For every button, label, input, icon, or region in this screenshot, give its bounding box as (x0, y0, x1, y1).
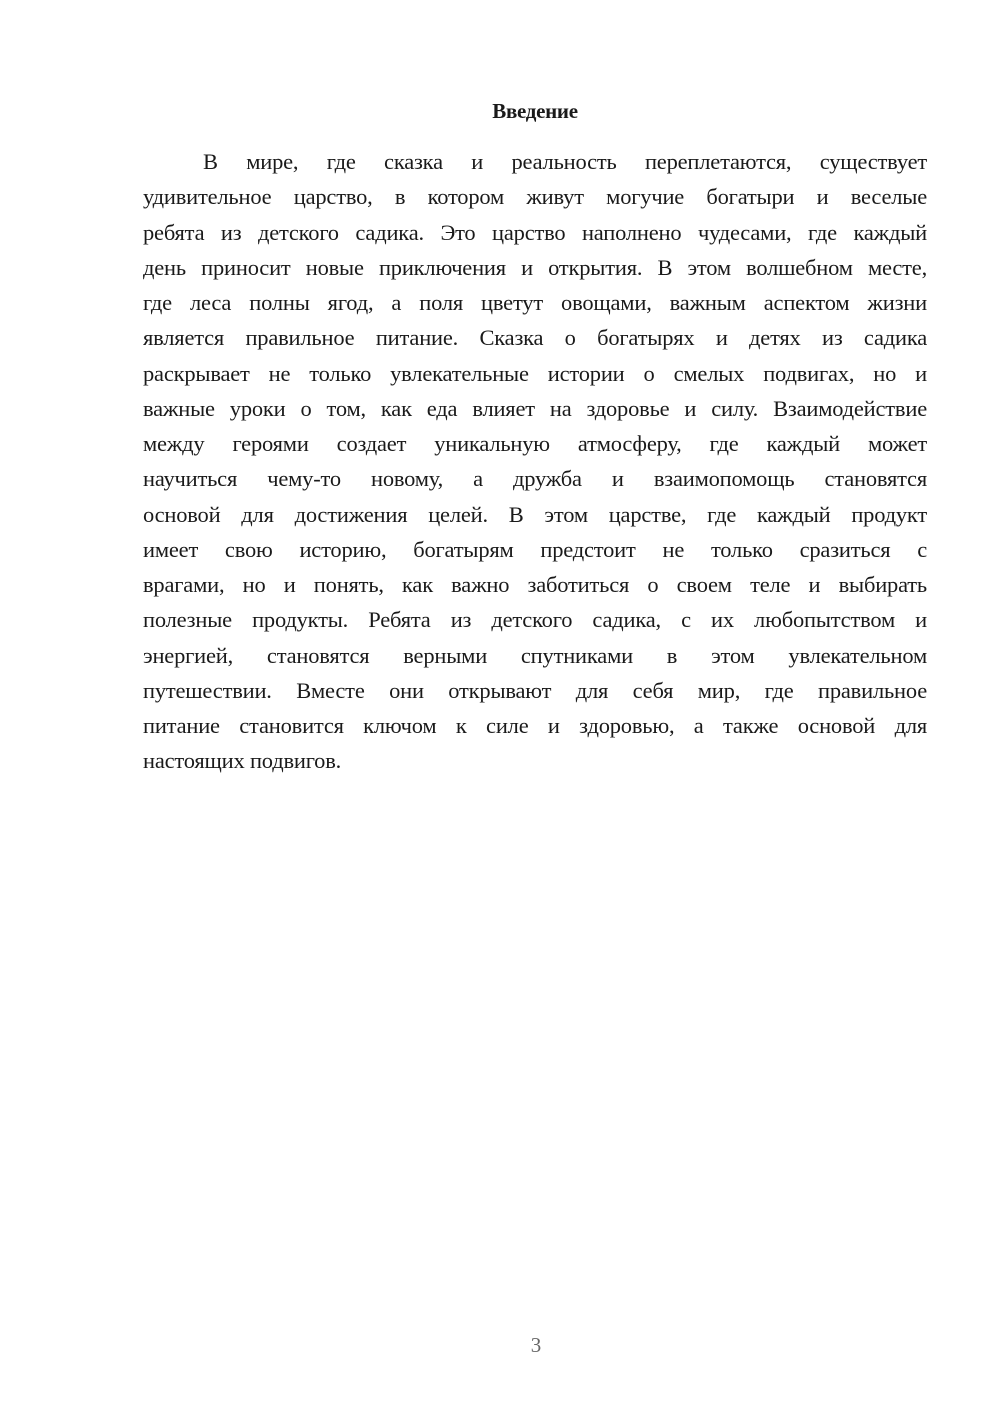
paragraph-line: полезные продукты. Ребята из детского садика, с их любопытством и (143, 607, 927, 633)
paragraph-line: важные уроки о том, как еда влияет на здоровье и силу. Взаимодействие (143, 395, 927, 421)
paragraph-line: научиться чему-то новому, а дружба и взаимопомощь становятся (143, 466, 927, 492)
paragraph-line: В мире, где сказка и реальность переплетаются, существует (203, 149, 927, 174)
paragraph-line: раскрывает не только увлекательные истории о смелых подвигах, но и (143, 360, 927, 386)
paragraph-line: является правильное питание. Сказка о богатырях и детях из садика (143, 325, 927, 351)
paragraph-line: врагами, но и понять, как важно заботиться о своем теле и выбирать (143, 572, 927, 597)
paragraph-line: настоящих подвигов. (143, 748, 342, 774)
paragraph-line: день приносит новые приключения и открытия. В этом волшебном месте, (143, 254, 927, 280)
paragraph-line: где леса полны ягод, а поля цветут овощами, важным аспектом жизни (143, 290, 927, 315)
body-paragraph (143, 144, 927, 779)
paragraph-line: между героями создает уникальную атмосферу, где каждый может (143, 431, 927, 456)
paragraph-line: питание становится ключом к силе и здоровью, а также основой для (143, 713, 927, 738)
paragraph-line: удивительное царство, в котором живут могучие богатыри и веселые (143, 184, 927, 210)
section-heading: Введение (492, 99, 578, 123)
paragraph-line: имеет свою историю, богатырям предстоит не только сразиться с (143, 536, 927, 562)
paragraph-line: путешествии. Вместе они открывают для себя мир, где правильное (143, 677, 927, 703)
paragraph-line: основой для достижения целей. В этом царстве, где каждый продукт (143, 501, 927, 527)
paragraph-line: энергией, становятся верными спутниками в этом увлекательном (143, 642, 927, 668)
paragraph-line: ребята из детского садика. Это царство наполнено чудесами, где каждый (143, 219, 927, 245)
page-number: 3 (530, 1333, 542, 1357)
